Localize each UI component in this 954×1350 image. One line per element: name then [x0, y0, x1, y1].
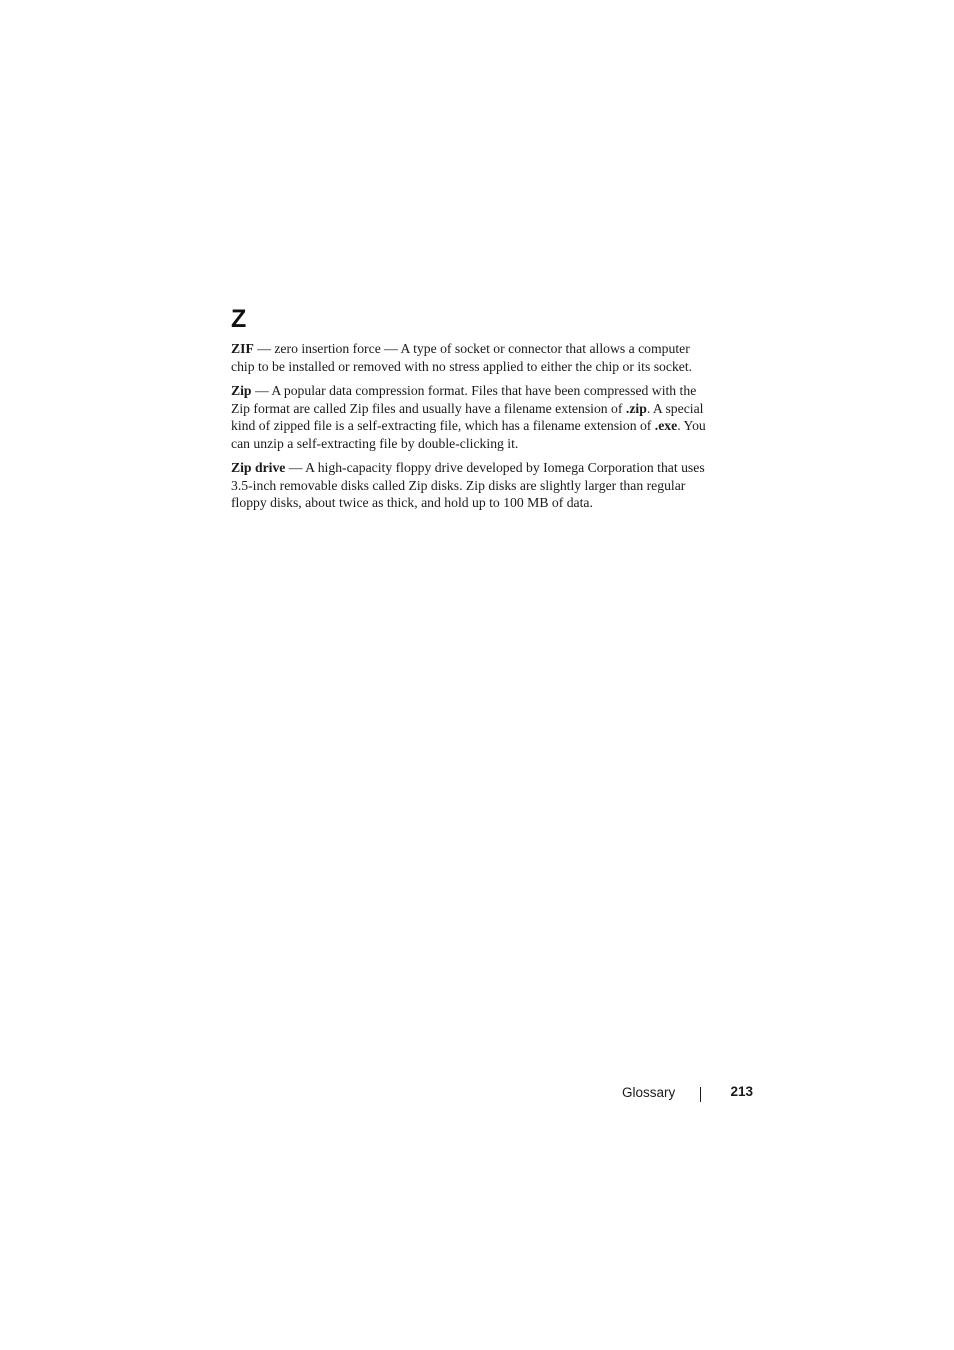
entry-line [231, 358, 746, 376]
definition-text: floppy disks, about twice as thick, and hold up to 100 MB of data. [231, 495, 593, 510]
definition-text: kind of zipped file is a self-extracting file, which has a filename extension of [231, 418, 655, 433]
entry-line [231, 435, 746, 453]
definition-text: Zip format are called Zip files and usually have a filename extension of [231, 400, 626, 416]
entry-line [231, 417, 746, 435]
entry-line [231, 382, 746, 400]
entry-line [231, 477, 746, 495]
definition-text: — A high-capacity floppy drive developed by Iomega Corporation that uses [285, 460, 705, 475]
definition-text: . A special [646, 400, 704, 416]
definition-text: — zero insertion force — A type of socket or connector that allows a computer [253, 341, 690, 356]
footer-divider [700, 1087, 701, 1102]
glossary-entries [231, 340, 746, 519]
glossary-entry-zif [231, 340, 746, 375]
section-heading: Z [231, 305, 247, 333]
definition-text: chip to be installed or removed with no stress applied to either the chip or its socket. [231, 358, 693, 374]
definition-text: — A popular data compression format. Files that have been compressed with the [251, 383, 697, 398]
glossary-term: ZIF [231, 341, 254, 356]
glossary-entry-zip [231, 382, 746, 452]
entry-line [231, 459, 746, 477]
glossary-term: Zip drive [231, 460, 286, 475]
file-extension: .exe [654, 418, 678, 433]
definition-text: 3.5-inch removable disks called Zip disks. Zip disks are slightly larger than regular [231, 477, 686, 493]
entry-line [231, 494, 746, 512]
page-number: 213 [730, 1084, 753, 1099]
glossary-entry-zip-drive [231, 459, 746, 512]
entry-line [231, 340, 746, 358]
file-extension: .zip [625, 400, 647, 416]
definition-text: can unzip a self-extracting file by double-clicking it. [231, 435, 519, 451]
entry-line [231, 400, 746, 418]
page-footer [600, 1083, 754, 1103]
footer-section-label: Glossary [622, 1085, 676, 1100]
definition-text: . You [677, 418, 706, 433]
glossary-term: Zip [231, 383, 252, 398]
